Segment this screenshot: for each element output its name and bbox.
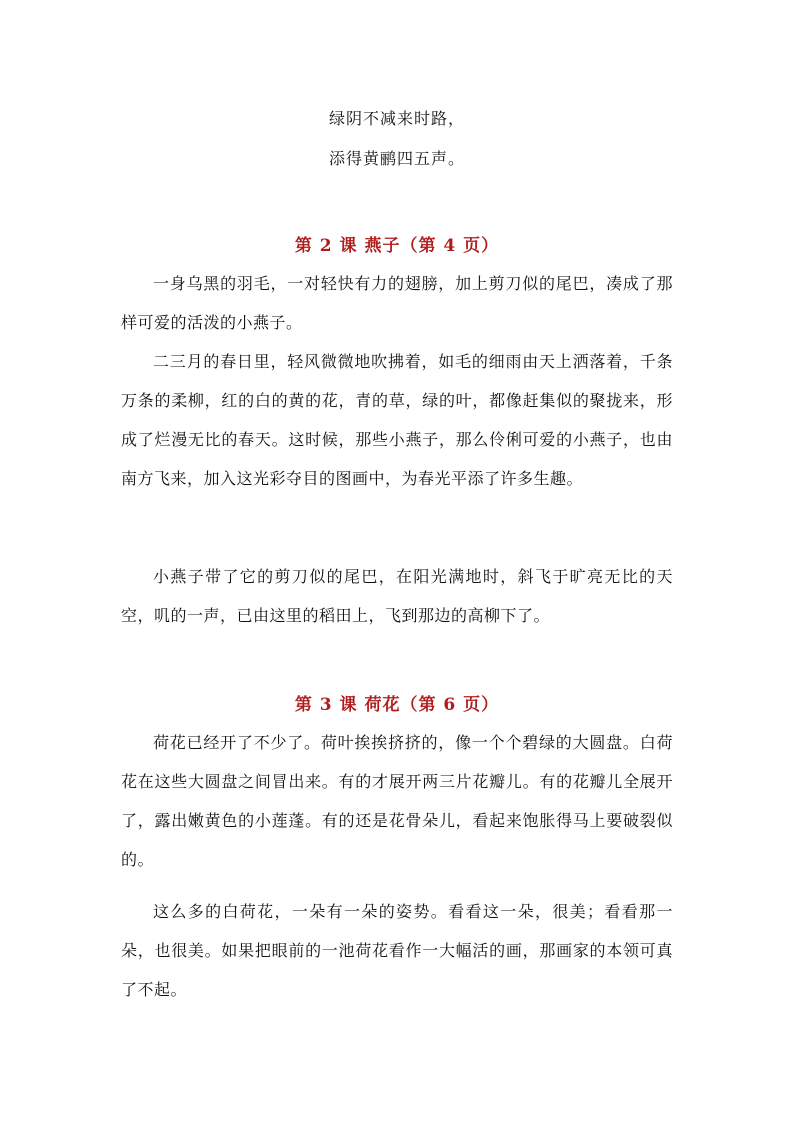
- lesson-2-paragraph-3: 小燕子带了它的剪刀似的尾巴，在阳光满地时，斜飞于旷亮无比的天空，叽的一声，已由这里的稻田上，飞到那边的高柳下了。: [121, 567, 673, 625]
- lesson-3-title: 第 3 课 荷花（第 6 页）: [294, 695, 500, 715]
- lesson-3-paragraph-2: 这么多的白荷花，一朵有一朵的姿势。看看这一朵，很美；看看那一朵，也很美。如果把眼前的一池荷花看作一大幅活的画，那画家的本领可真了不起。: [121, 902, 673, 999]
- poem-line-1: 绿阴不减来时路，: [328, 109, 465, 128]
- poem-line-2: 添得黄鹂四五声。: [328, 149, 465, 168]
- lesson-2-title: 第 2 课 燕子（第 4 页）: [294, 236, 500, 256]
- lesson-2-paragraph-1: 一身乌黑的羽毛，一对轻快有力的翅膀，加上剪刀似的尾巴，凑成了那样可爱的活泼的小燕子。: [121, 274, 673, 332]
- lesson-3-paragraph-1: 荷花已经开了不少了。荷叶挨挨挤挤的，像一个个碧绿的大圆盘。白荷花在这些大圆盘之间冒出来。有的才展开两三片花瓣儿。有的花瓣儿全展开了，露出嫩黄色的小莲蓬。有的还是花骨朵儿，看起来饱胀得马上要破裂似的。: [121, 733, 673, 869]
- lesson-2-paragraph-2: 二三月的春日里，轻风微微地吹拂着，如毛的细雨由天上洒落着，千条万条的柔柳，红的白的黄的花，青的草，绿的叶，都像赶集似的聚拢来，形成了烂漫无比的春天。这时候，那些小燕子，那么伶俐可爱的小燕子，也由南方飞来，加入这光彩夺目的图画中，为春光平添了许多生趣。: [121, 352, 673, 488]
